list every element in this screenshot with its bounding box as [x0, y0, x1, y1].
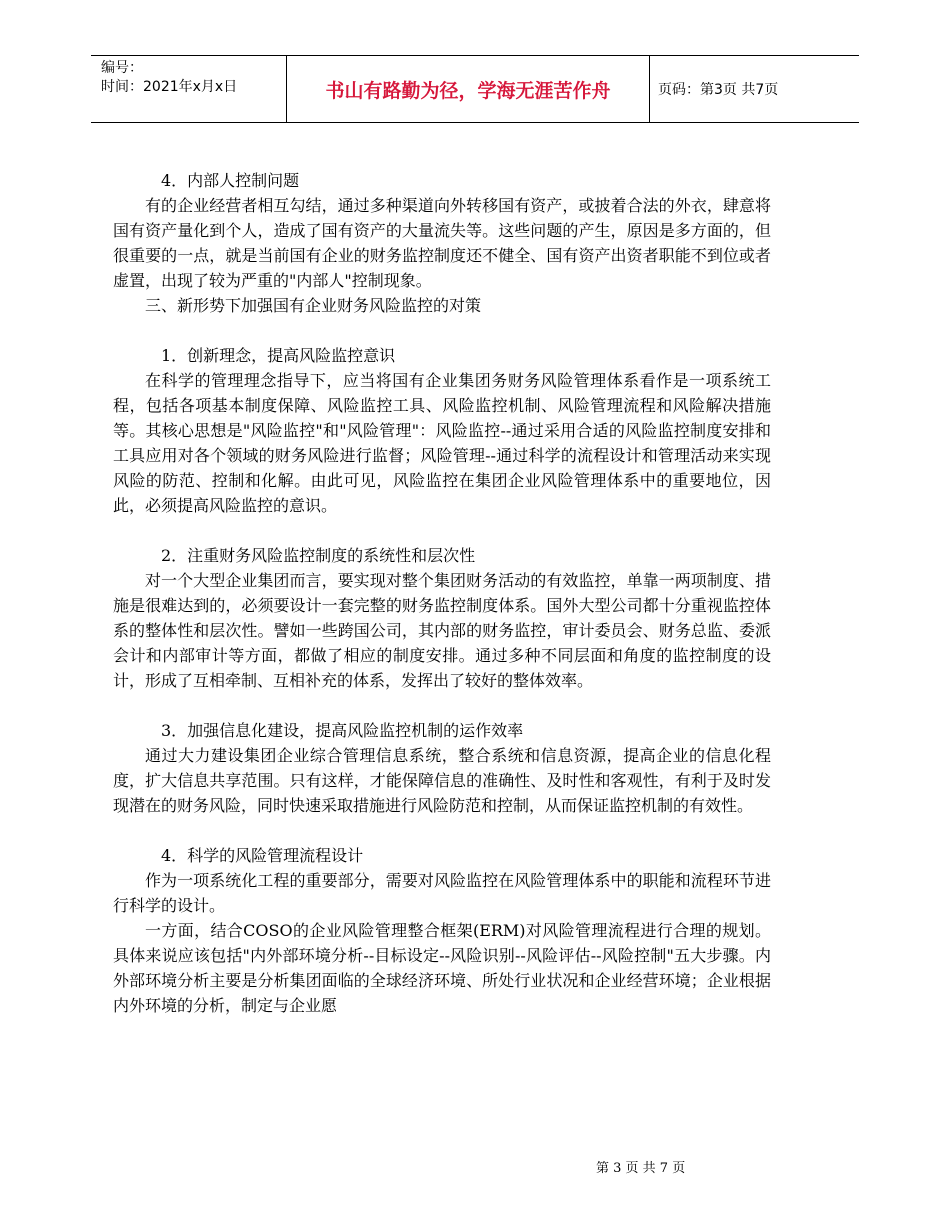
subheading: 4．内部人控制问题 [161, 171, 300, 190]
header-motto: 书山有路勤为径，学海无涯苦作舟 [286, 56, 650, 122]
subheading: 1．创新理念，提高风险监控意识 [161, 346, 396, 365]
paragraph: 有的企业经营者相互勾结，通过多种渠道向外转移国有资产，或披着合法的外衣，肆意将国有资产量化到个人，造成了国有资产的大量流失等。这些问题的产生，原因是多方面的，但很重要的一点，就是当前国有企业的财务监控制度还不健全、国有资产出资者职能不到位或者虚置，出现了较为严重的"内部人"控制现象。 [113, 196, 771, 290]
paragraph: 通过大力建设集团企业综合管理信息系统，整合系统和信息资源，提高企业的信息化程度，扩大信息共享范围。只有这样，才能保障信息的准确性、及时性和客观性，有利于及时发现潜在的财务风险，同时快速采取措施进行风险防范和控制，从而保证监控机制的有效性。 [113, 746, 771, 815]
page-footer: 第 3 页 共 7 页 [596, 1161, 686, 1176]
header-meta [91, 56, 286, 122]
subheading: 3．加强信息化建设，提高风险监控机制的运作效率 [161, 721, 524, 740]
subheading: 2．注重财务风险监控制度的系统性和层次性 [161, 546, 476, 565]
subheading: 4．科学的风险管理流程设计 [161, 846, 364, 865]
section-heading: 三、新形势下加强国有企业财务风险监控的对策 [145, 296, 482, 315]
page-header [91, 55, 859, 123]
paragraph: 在科学的管理理念指导下，应当将国有企业集团务财务风险管理体系看作是一项系统工程，包括各项基本制度保障、风险监控工具、风险监控机制、风险管理流程和风险解决措施等。其核心思想是"风险监控"和"风险管理"：风险监控--通过采用合适的风险监控制度安排和工具应用对各个领域的财务风险进行监督；风险管理--通过科学的流程设计和管理活动来实现风险的防范、控制和化解。由此可见，风险监控在集团企业风险管理体系中的重要地位，因此，必须提高风险监控的意识。 [113, 371, 771, 515]
paragraph: 一方面，结合COSO的企业风险管理整合框架(ERM)对风险管理流程进行合理的规划。具体来说应该包括"内外部环境分析--目标设定--风险识别--风险评估--风险控制"五大步骤。内外部环境分析主要是分析集团面临的全球经济环境、所处行业状况和企业经营环境；企业根据内外环境的分析，制定与企业愿 [113, 921, 771, 1015]
time-label: 时间：2021年x月x日 [101, 79, 238, 95]
header-page-info: 页码：第3页 共7页 [658, 82, 779, 98]
paragraph: 对一个大型企业集团而言，要实现对整个集团财务活动的有效监控，单靠一两项制度、措施是很难达到的，必须要设计一套完整的财务监控制度体系。国外大型公司都十分重视监控体系的整体性和层次性。譬如一些跨国公司，其内部的财务监控，审计委员会、财务总监、委派会计和内部审计等方面，都做了相应的制度安排。通过多种不同层面和角度的监控制度的设计，形成了互相牵制、互相补充的体系，发挥出了较好的整体效率。 [113, 571, 771, 690]
paragraph: 作为一项系统化工程的重要部分，需要对风险监控在风险管理体系中的职能和流程环节进行科学的设计。 [113, 871, 771, 915]
document-body [113, 168, 771, 1018]
number-label: 编号： [101, 60, 143, 76]
